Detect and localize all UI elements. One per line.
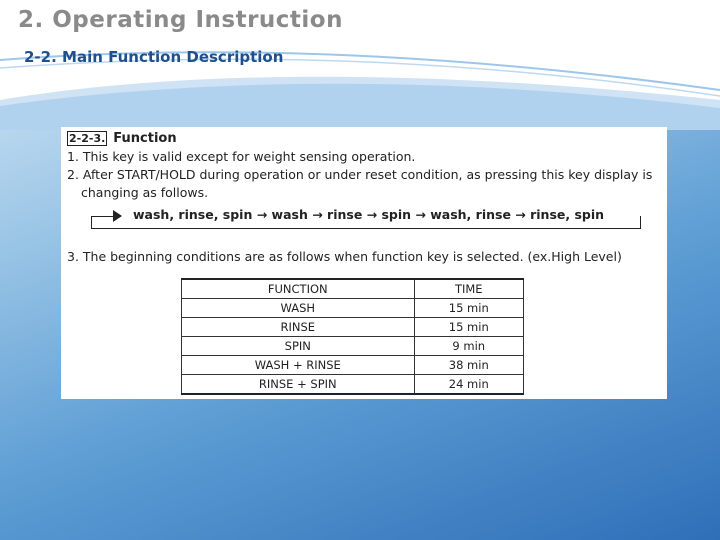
function-cell: RINSE + SPIN — [182, 375, 415, 395]
time-cell: 15 min — [414, 318, 523, 337]
function-time-table — [181, 278, 524, 395]
table-row — [182, 299, 524, 318]
function-cell: WASH + RINSE — [182, 356, 415, 375]
instruction-3: 3. The beginning conditions are as follows when function key is selected. (ex.High Level) — [67, 249, 622, 264]
instruction-2: 2. After START/HOLD during operation or under reset condition, as pressing this key display is — [67, 167, 653, 182]
table-row — [182, 337, 524, 356]
table-row — [182, 375, 524, 395]
function-cell: RINSE — [182, 318, 415, 337]
cycle-arrow-icon — [113, 210, 122, 222]
column-header-function: FUNCTION — [182, 279, 415, 299]
function-cell: WASH — [182, 299, 415, 318]
section-number: 2-2-3. — [69, 132, 106, 145]
time-cell: 24 min — [414, 375, 523, 395]
content-panel — [61, 127, 667, 399]
table-row — [182, 318, 524, 337]
time-cell: 38 min — [414, 356, 523, 375]
section-title: Function — [113, 131, 177, 146]
time-cell: 9 min — [414, 337, 523, 356]
cycle-sequence-text: wash, rinse, spin → wash → rinse → spin → wash, rinse → rinse, spin — [133, 207, 605, 222]
column-header-time: TIME — [414, 279, 523, 299]
time-cell: 15 min — [414, 299, 523, 318]
table-header-row — [182, 279, 524, 299]
function-cycle-diagram — [67, 205, 661, 227]
slide-subtitle: 2-2. Main Function Description — [24, 48, 284, 66]
instruction-1: 1. This key is valid except for weight sensing operation. — [67, 149, 416, 164]
function-cell: SPIN — [182, 337, 415, 356]
panel-heading — [67, 130, 661, 148]
table-row — [182, 356, 524, 375]
cycle-entry-line — [91, 216, 115, 217]
instruction-2-continued: changing as follows. — [81, 185, 209, 200]
slide-title: 2. Operating Instruction — [18, 7, 343, 33]
